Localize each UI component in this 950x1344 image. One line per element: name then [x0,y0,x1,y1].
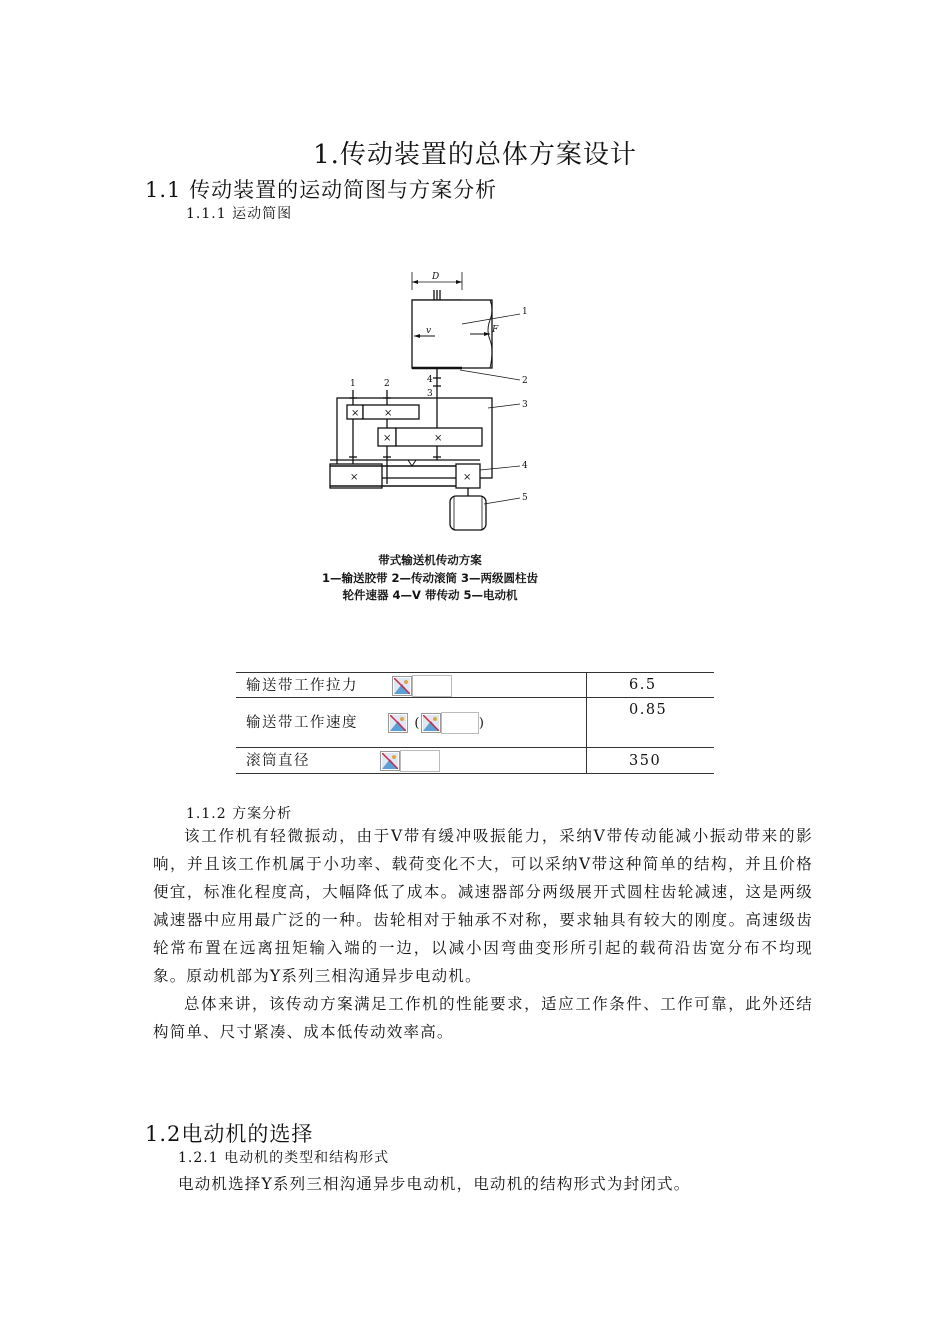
row-value: 0.85 [587,698,715,748]
svg-text:×: × [351,408,360,419]
label-D: D [432,272,440,282]
table-row [236,673,714,698]
section-1-2-heading: 1.2电动机的选择 [145,1122,314,1146]
label-1: 1 [522,307,528,317]
analysis-body [153,822,813,1046]
row-label: 滚筒直径 [246,753,310,769]
label-4: 4 [522,461,528,471]
figure-caption-title: 带式输送机传动方案 [378,553,482,567]
label-t2: 2 [384,379,390,389]
figure-caption-line1: 1—输送胶带 2—传动滚筒 3—两级圆柱齿 [321,571,538,585]
row-label: 输送带工作拉力 [246,677,358,694]
label-v: v [426,326,432,336]
section-1-1-heading: 1.1 传动装置的运动简图与方案分析 [145,178,498,202]
formula-image-icon [388,713,408,733]
figure-caption-line2: 轮件速器 4—V 带传动 5—电动机 [342,588,518,602]
formula-image-icon [421,713,441,733]
label-F: F [492,325,499,335]
main-heading: 1.传动装置的总体方案设计 [313,140,637,170]
parameter-table [236,672,714,774]
table-row [236,748,714,774]
row-value: 6.5 [587,673,715,698]
svg-text:×: × [350,472,359,483]
label-p3: 3 [427,389,433,399]
label-5: 5 [522,493,528,503]
row-label: 输送带工作速度 [246,715,358,731]
transmission-diagram [320,262,560,542]
section-1-1-1-heading: 1.1.1 运动简图 [186,206,293,222]
formula-image-icon [392,676,412,696]
label-3: 3 [522,400,528,410]
row-value: 350 [587,748,715,774]
paren-close: ) [478,716,486,731]
table-row: 输送带工作速度 ( ) 0.85 [236,698,714,748]
paragraph: 总体来讲，该传动方案满足工作机的性能要求，适应工作条件、工作可靠，此外还结构简单、尺寸紧凑、成本低传动效率高。 [153,995,813,1041]
svg-text:×: × [384,408,393,419]
paragraph: 电动机选择Y系列三相沟通异步电动机，电动机的结构形式为封闭式。 [178,1175,691,1193]
motor-paragraph-wrap [178,1170,818,1198]
label-p4: 4 [427,375,433,385]
formula-image-icon [380,751,400,771]
svg-text:×: × [434,433,443,444]
paragraph: 该工作机有轻微振动，由于V带有缓冲吸振能力，采纳V带传动能减小振动带来的影响，并且该工作机属于小功率、载荷变化不大，可以采纳V带这种简单的结构，并且价格便宜，标准化程度高，大幅降低了成本。减速器部分两级展开式圆柱齿轮减速，这是两级减速器中应用最广泛的一种。齿轮相对于轴承不对称，要求轴具有较大的刚度。高速级齿轮常布置在远离扭矩输入端的一边，以减小因弯曲变形所引起的载荷沿齿宽分布不均现象。原动机部为Y系列三相沟通异步电动机。 [153,827,813,985]
section-1-1-2-heading: 1.1.2 方案分析 [186,806,293,822]
svg-text:×: × [383,433,392,444]
label-2: 2 [522,376,528,386]
svg-text:×: × [463,472,472,483]
section-1-2-1-heading: 1.2.1 电动机的类型和结构形式 [178,1150,390,1166]
label-t1: 1 [350,379,356,389]
